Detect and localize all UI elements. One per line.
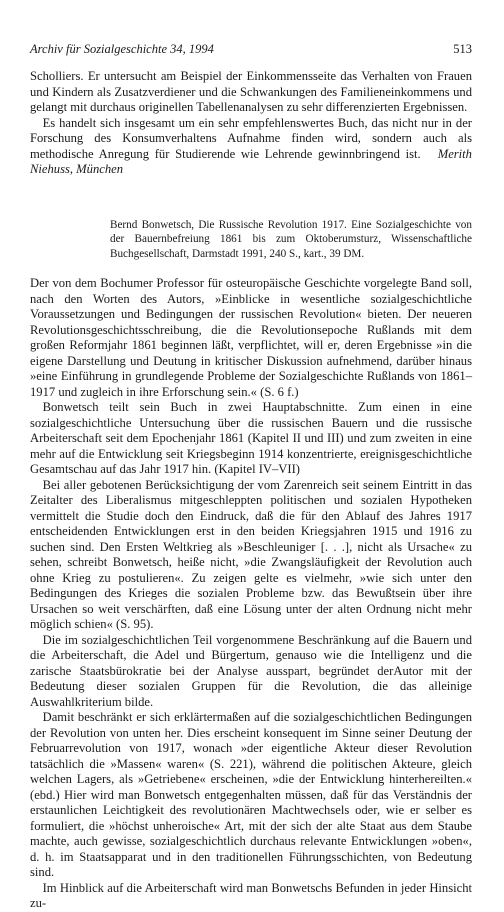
- reviewer-signature: Merith Niehuss, München: [30, 146, 472, 176]
- running-header: [30, 42, 472, 57]
- paragraph: Im Hinblick auf die Arbeiterschaft wird man Bonwetschs Befunden in jeder Hinsicht zu-: [30, 880, 472, 910]
- paragraph: Der von dem Bochumer Professor für osteuropäische Geschichte vorgelegte Band soll, nach den Worten des Autors, »Einblicke in wesentliche sozialgeschichtliche Voraussetzungen und Bedingungen der russischen Revolution« bieten. Der neueren Revolutionsgeschichtsschreibung, die die Revolutionsepoche Rußlands mit dem großen Reformjahr 1861 beginnen läßt, verpflichtet, will er, deren Ergebnisse »in die eigene Darstellung und Deutung in kritischer Diskussion aufnehmend, darüber hinaus »eine Einführung in grundlegende Probleme der Sozialgeschichte Rußlands von 1861–1917 und zugleich in ihre Erforschung sein.« (S. 6 f.): [30, 276, 472, 399]
- journal-title: Archiv für Sozialgeschichte 34, 1994: [30, 42, 214, 56]
- paragraph: Scholliers. Er untersucht am Beispiel der Einkommensseite das Verhalten von Frauen und Kindern als Zusatzverdiener und die Schwankungen des Familieneinkommens und gelangt mit durchaus originellen Tabellenanalysen zu sehr differenzierten Ergebnissen.: [30, 69, 472, 114]
- paragraph-text: Es handelt sich insgesamt um ein sehr empfehlenswertes Buch, das nicht nur in der Forschung des Konsumverhaltens Aufnahme finden wird, sondern auch als methodische Anregung für Studierende wie Lehrende gewinnbringend ist.: [30, 115, 472, 161]
- text-body: [30, 69, 472, 912]
- paragraph: Die im sozialgeschichtlichen Teil vorgenommene Beschränkung auf die Bauern und die Arbeiterschaft, die Adel und Bürgertum, genauso wie die Intelligenz und die zarische Staatsbürokratie bei der Analyse ausspart, begründet derAutor mit der Bedeutung dieser sozialen Gruppen für die Revolution, die das alleinige Auswahlkriterium bilde.: [30, 632, 472, 709]
- page-number: 513: [453, 42, 472, 56]
- paragraph: Damit beschränkt er sich erklärtermaßen auf die sozialgeschichtlichen Bedingungen der Revolution von unten her. Dies erscheint konsequent im Sinne seiner Deutung der Februarrevolution von 1917, wonach »der eigentliche Akteur dieser Revolution tatsächlich die »Massen« waren« (S. 221), während die politischen Akteure, gleich welchen Lagers, als »Getriebene« erscheinen, »die der Entwicklung hinterhereilten.« (ebd.) Hier wird man Bonwetsch entgegenhalten müssen, daß für das Verständnis der erstaunlichen Leichtigkeit des revolutionären Machtwechsels oder, wie er selber es formuliert, die »höchst unheroische« Art, mit der sich der alte Staat aus dem Staube machte, auch gewisse, sozialgeschichtlich durchaus relevante Entwicklungen »oben«, d. h. im Staatsapparat und in den traditionellen Führungsschichten, von Bedeutung sind.: [30, 710, 472, 879]
- paragraph: Bonwetsch teilt sein Buch in zwei Hauptabschnitte. Zum einen in eine sozialgeschichtliche Untersuchung über die russischen Bauern und die russische Arbeiterschaft seit dem Epochenjahr 1861 (Kapitel II und III) und zum zweiten in eine mehr auf die Entwicklung seit Kriegsbeginn 1914 konzentrierte, ereignisgeschichtliche Gesamtschau auf das Jahr 1917 hin. (Kapitel IV–VII): [30, 400, 472, 476]
- paragraph: Bei aller gebotenen Berücksichtigung der vom Zarenreich seit seinem Eintritt in das Zeitalter des Liberalismus mitgeschleppten politischen und sozialen Hypotheken vermittelt die Studie doch den Eindruck, daß die für den Ablauf des Jahres 1917 entscheidenden Entwicklungen erst in den beiden Kriegsjahren 1915 und 1916 zu suchen sind. Den Ersten Weltkrieg als »Beschleuniger [. . .], nicht als Ursache« zu sehen, schreibt Bonwetsch, heiße nicht, »die Zwangsläufigkeit der Revolution auch ohne Krieg zu postulieren«. Zu zeigen gelte es vielmehr, »wie sich unter den Bedingungen des Krieges die sozialen Probleme bzw. das Bewußtsein über ihre Ursachen so weit verschärften, daß eine Lösung unter der alten Ordnung nicht mehr möglich schien« (S. 95).: [30, 477, 472, 631]
- book-reference: Bernd Bonwetsch, Die Russische Revolution 1917. Eine Sozialgeschichte von der Bauernbefreiung 1861 bis zum Oktoberumsturz, Wissenschaftliche Buchgesellschaft, Darmstadt 1991, 240 S., kart., 39 DM.: [110, 218, 472, 260]
- paragraph: [30, 116, 472, 178]
